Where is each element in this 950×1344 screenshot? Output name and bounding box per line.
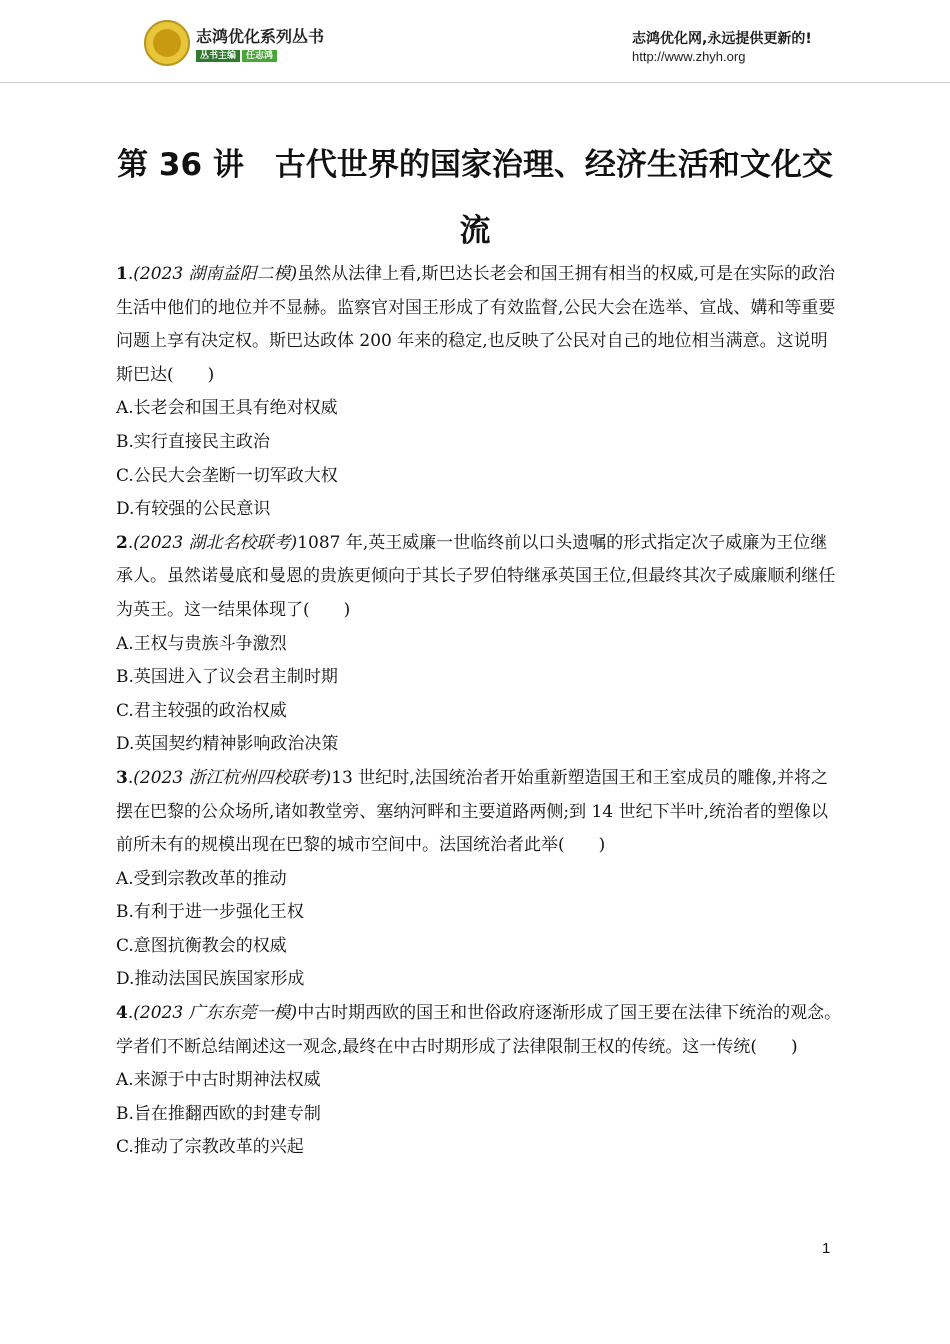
editor-label: 丛书主编	[196, 50, 240, 62]
option-d: D.有较强的公民意识	[116, 499, 271, 520]
page-number: 1	[822, 1240, 831, 1257]
option-b: B.实行直接民主政治	[116, 431, 270, 452]
option-a: A.来源于中古时期神法权威	[116, 1070, 321, 1091]
page-header	[0, 0, 950, 84]
question-source: (2023 湖北名校联考)	[133, 532, 298, 553]
option-c: C.推动了宗教改革的兴起	[116, 1137, 304, 1158]
question	[116, 258, 842, 527]
option-d: D.推动法国民族国家形成	[116, 969, 305, 990]
question-text: 1087 年,英王威廉一世临终前以口头遗嘱的形式指定次子威廉为王位继承人。虽然诺曼底和曼恩的贵族更倾向于其长子罗伯特继承英国王位,但最终其次子威廉顺利继任为英王。这一结果体现了( )	[116, 532, 836, 620]
option-d: D.英国契约精神影响政治决策	[116, 734, 339, 755]
option-b: B.英国进入了议会君主制时期	[116, 667, 338, 688]
site-url[interactable]: http://www.zhyh.org	[632, 49, 746, 64]
option-b: B.旨在推翻西欧的封建专制	[116, 1103, 321, 1124]
question-number: 1	[116, 264, 128, 284]
question-stem: 2.(2023 湖北名校联考)1087 年,英王威廉一世临终前以口头遗嘱的形式指定次子威廉为王位继承人。虽然诺曼底和曼恩的贵族更倾向于其长子罗伯特继承英国王位,但最终其次子威廉顺利继任为英王。这一结果体现了( )	[116, 532, 836, 620]
option-a: A.长老会和国王具有绝对权威	[116, 398, 338, 419]
question-text: 中古时期西欧的国王和世俗政府逐渐形成了国王要在法律下统治的观念。学者们不断总结阐述这一观念,最终在中古时期形成了法律限制王权的传统。这一传统( )	[116, 1003, 842, 1057]
site-slogan: 志鸿优化网,永远提供更新的!	[632, 31, 812, 47]
question-number: 4	[116, 1003, 128, 1024]
series-name: 志鸿优化系列丛书	[196, 27, 325, 46]
question-list	[116, 258, 842, 1165]
option-c: C.意图抗衡教会的权威	[116, 935, 287, 956]
question	[116, 997, 842, 1165]
series-editor	[196, 48, 277, 61]
option-c: C.公民大会垄断一切军政大权	[116, 465, 338, 486]
editor-name: 任志鸿	[242, 50, 277, 62]
option-a: A.王权与贵族斗争激烈	[116, 633, 287, 654]
question-number: 3	[116, 767, 128, 788]
question-stem: 1.(2023 湖南益阳二模)虽然从法律上看,斯巴达长老会和国王拥有相当的权威,可是在实际的政治生活中他们的地位并不显赫。监察官对国王形成了有效监督,公民大会在选举、宣战、媾和等重要问题上享有决定权。斯巴达政体 200 年来的稳定,也反映了公民对自己的地位相当满意。这说明斯巴达( )	[116, 264, 836, 385]
publisher-logo	[144, 20, 190, 66]
option-c: C.君主较强的政治权威	[116, 700, 287, 721]
question-stem: 4.(2023 广东东莞一模)中古时期西欧的国王和世俗政府逐渐形成了国王要在法律下统治的观念。学者们不断总结阐述这一观念,最终在中古时期形成了法律限制王权的传统。这一传统( )	[116, 1003, 842, 1057]
question-source: (2023 湖南益阳二模)	[133, 264, 298, 284]
question-source: (2023 广东东莞一模)	[133, 1003, 298, 1024]
question-number: 2	[116, 532, 128, 553]
question-stem: 3.(2023 浙江杭州四校联考)13 世纪时,法国统治者开始重新塑造国王和王室成员的雕像,并将之摆在巴黎的公众场所,诸如教堂旁、塞纳河畔和主要道路两侧;到 14 世纪下半叶,统治者的塑像以前所未有的规模出现在巴黎的城市空间中。法国统治者此举( )	[116, 767, 829, 856]
question-source: (2023 浙江杭州四校联考)	[133, 767, 332, 788]
question	[116, 762, 842, 997]
option-b: B.有利于进一步强化王权	[116, 902, 304, 923]
option-a: A.受到宗教改革的推动	[116, 868, 287, 889]
question-text: 13 世纪时,法国统治者开始重新塑造国王和王室成员的雕像,并将之摆在巴黎的公众场所,诸如教堂旁、塞纳河畔和主要道路两侧;到 14 世纪下半叶,统治者的塑像以前所未有的规模出现在巴黎的城市空间中。法国统治者此举( )	[116, 767, 829, 856]
header-divider	[0, 82, 950, 83]
page-title: 第 36 讲 古代世界的国家治理、经济生活和文化交流	[117, 147, 833, 249]
question	[116, 527, 842, 762]
question-text: 虽然从法律上看,斯巴达长老会和国王拥有相当的权威,可是在实际的政治生活中他们的地位并不显赫。监察官对国王形成了有效监督,公民大会在选举、宣战、媾和等重要问题上享有决定权。斯巴达政体 200 年来的稳定,也反映了公民对自己的地位相当满意。这说明斯巴达( )	[116, 264, 836, 385]
